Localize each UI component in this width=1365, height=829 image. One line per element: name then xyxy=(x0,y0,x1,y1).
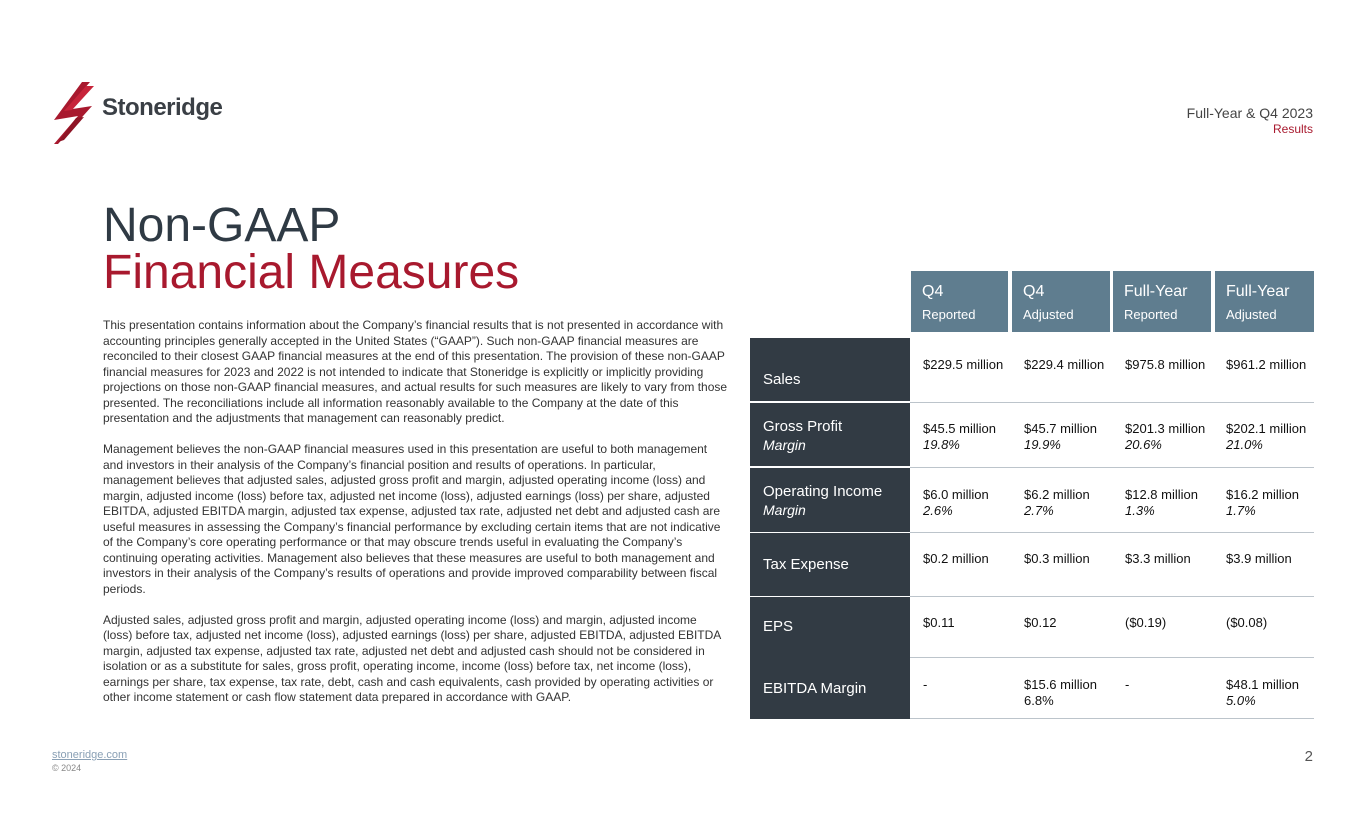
row-divider xyxy=(910,657,1314,658)
cell-value: - xyxy=(923,677,928,692)
row-label: Sales xyxy=(763,371,801,388)
cell-subvalue: 1.3% xyxy=(1125,503,1155,518)
table-cell xyxy=(1125,421,1205,453)
row-label-ebitda-margin xyxy=(750,658,910,719)
table-cell xyxy=(923,487,989,519)
table-cell xyxy=(923,551,989,567)
table-cell xyxy=(923,615,955,631)
table-cell xyxy=(1024,615,1057,631)
row-sublabel: Margin xyxy=(763,502,806,518)
column-title: Full-Year xyxy=(1124,283,1188,300)
cell-value: $3.9 million xyxy=(1226,551,1292,566)
cell-subvalue: 2.7% xyxy=(1024,503,1054,518)
row-label: Tax Expense xyxy=(763,556,849,573)
row-divider xyxy=(910,402,1314,403)
row-label: Gross Profit xyxy=(763,418,843,435)
paragraph: This presentation contains information about the Company’s financial results that is not presented in accordance with accounting principles generally accepted in the United States (“GAAP”). Such non-GAAP financial measures are reconciled to their closest GAAP financial measures at the end of this presentation. The provision of these non-GAAP financial measures for 2023 and 2022 is not intended to indicate that Stoneridge is explicitly or implicitly providing projections on those non-GAAP financial measures, and actual results for such measures are likely to vary from those presented. The reconciliations include all information reasonably available to the Company at the date of this presentation and the adjustments that management can reasonably predict. xyxy=(103,318,728,425)
footer-copyright: © 2024 xyxy=(52,763,82,773)
cell-value: $3.3 million xyxy=(1125,551,1191,566)
table-cell xyxy=(1226,487,1299,519)
table-cell xyxy=(1024,421,1097,453)
row-divider xyxy=(910,532,1314,533)
header-title: Full-Year & Q4 2023 xyxy=(1186,105,1313,121)
cell-value: $0.11 xyxy=(923,615,955,630)
body-text xyxy=(103,318,728,721)
cell-subvalue: 2.6% xyxy=(923,503,953,518)
table-cell xyxy=(1024,487,1090,519)
table-cell xyxy=(1024,551,1090,567)
cell-value: $0.3 million xyxy=(1024,551,1090,566)
row-label-operating-income xyxy=(750,468,910,532)
cell-value: $6.2 million xyxy=(1024,487,1090,502)
cell-value: $975.8 million xyxy=(1125,357,1206,372)
paragraph: Adjusted sales, adjusted gross profit and margin, adjusted operating income (loss) and margin, adjusted income (loss) before tax, adjusted net income (loss), adjusted earnings (loss) per share, adjusted EBITDA, adjusted EBITDA margin, adjusted tax expense, adjusted tax rate, adjusted net debt and adjusted cash should not be considered in isolation or as a substitute for sales, gross profit, operating income, income (loss) before tax, net income (loss), earnings per share, tax expense, tax rate, debt, cash and cash equivalents, cash provided by operating activities or other income statement or cash flow statement data prepared in accordance with GAAP. xyxy=(103,612,721,704)
cell-subvalue: 1.7% xyxy=(1226,503,1256,518)
cell-value: $229.5 million xyxy=(923,357,1004,372)
table-cell xyxy=(1024,677,1097,709)
row-label: Operating Income xyxy=(763,483,883,500)
cell-subvalue: 5.0% xyxy=(1226,693,1256,708)
cell-value: ($0.08) xyxy=(1226,615,1268,630)
column-title: Q4 xyxy=(1023,283,1045,300)
paragraph: Management believes the non-GAAP financial measures used in this presentation are useful to both management and investors in their analysis of the Company’s financial position and results of operations. In particular, management believes that adjusted sales, adjusted gross profit and margin, adjusted operating income (loss) and margin, adjusted income (loss) before tax, adjusted net income (loss), adjusted earnings (loss) per share, adjusted EBITDA, adjusted EBITDA margin, adjusted tax expense, adjusted tax rate, adjusted net debt and adjusted cash are useful measures in assessing the Company’s financial performance by excluding certain items that are not indicative of the Company’s core operating performance or that may obscure trends useful in evaluating the Company’s continuing operating activities. Management also believes that these measures are useful to both management and investors in their analysis of the Company’s results of operations and provide improved comparability between fiscal periods. xyxy=(103,442,721,596)
cell-value: $45.7 million xyxy=(1024,421,1097,436)
cell-value: - xyxy=(1125,677,1130,692)
row-label-gross-profit xyxy=(750,403,910,466)
table-cell xyxy=(923,421,996,453)
cell-subvalue: 20.6% xyxy=(1125,437,1162,452)
stoneridge-logo xyxy=(52,80,223,150)
table-cell xyxy=(1024,357,1104,373)
cell-value: $202.1 million xyxy=(1226,421,1307,436)
cell-value: $201.3 million xyxy=(1125,421,1206,436)
table-cell xyxy=(1226,357,1306,373)
cell-value: $15.6 million xyxy=(1024,677,1097,692)
table-cell xyxy=(1125,615,1166,631)
column-header xyxy=(911,271,1008,332)
page-title-line1: Non-GAAP xyxy=(103,199,341,252)
row-label: EBITDA Margin xyxy=(763,680,867,697)
cell-subvalue: 19.9% xyxy=(1024,437,1061,452)
column-subtitle: Adjusted xyxy=(1023,307,1074,322)
table-cell xyxy=(1226,551,1292,567)
cell-subvalue: 21.0% xyxy=(1226,437,1263,452)
table-cell xyxy=(1125,551,1191,567)
column-subtitle: Adjusted xyxy=(1226,307,1277,322)
table-cell xyxy=(1226,421,1306,453)
row-divider xyxy=(910,596,1314,597)
column-subtitle: Reported xyxy=(1124,307,1178,322)
row-label: EPS xyxy=(763,618,794,635)
cell-value: $48.1 million xyxy=(1226,677,1299,692)
page-title-line2: Financial Measures xyxy=(103,246,520,299)
table-cell xyxy=(923,357,1003,373)
cell-value: $16.2 million xyxy=(1226,487,1299,502)
table-cell xyxy=(923,677,927,693)
row-sublabel: Margin xyxy=(763,437,806,453)
row-label-sales xyxy=(750,338,910,401)
cell-value: $12.8 million xyxy=(1125,487,1198,502)
column-title: Q4 xyxy=(922,283,944,300)
page-number: 2 xyxy=(1304,748,1313,765)
cell-value: $0.2 million xyxy=(923,551,989,566)
cell-value: ($0.19) xyxy=(1125,615,1167,630)
table-cell xyxy=(1226,615,1267,631)
cell-value: $0.12 xyxy=(1024,615,1057,630)
column-header xyxy=(1113,271,1211,332)
header xyxy=(1187,105,1313,136)
row-label-tax-expense xyxy=(750,533,910,596)
header-subtitle: Results xyxy=(1272,122,1313,136)
table-cell xyxy=(1125,487,1198,519)
table-cell xyxy=(1125,677,1129,693)
row-divider xyxy=(910,718,1314,719)
column-header xyxy=(1215,271,1314,332)
cell-value: $45.5 million xyxy=(923,421,996,436)
footer-website-link[interactable]: stoneridge.com xyxy=(52,749,128,761)
row-divider xyxy=(910,467,1314,468)
cell-value: $229.4 million xyxy=(1024,357,1105,372)
column-title: Full-Year xyxy=(1226,283,1290,300)
table-cell xyxy=(1125,357,1205,373)
column-header xyxy=(1012,271,1110,332)
brand-name: Stoneridge xyxy=(102,94,223,121)
cell-value: $961.2 million xyxy=(1226,357,1307,372)
column-subtitle: Reported xyxy=(922,307,976,322)
cell-subvalue: 6.8% xyxy=(1024,693,1054,708)
row-label-eps xyxy=(750,597,910,658)
cell-subvalue: 19.8% xyxy=(923,437,960,452)
cell-value: $6.0 million xyxy=(923,487,989,502)
table-cell xyxy=(1226,677,1299,709)
